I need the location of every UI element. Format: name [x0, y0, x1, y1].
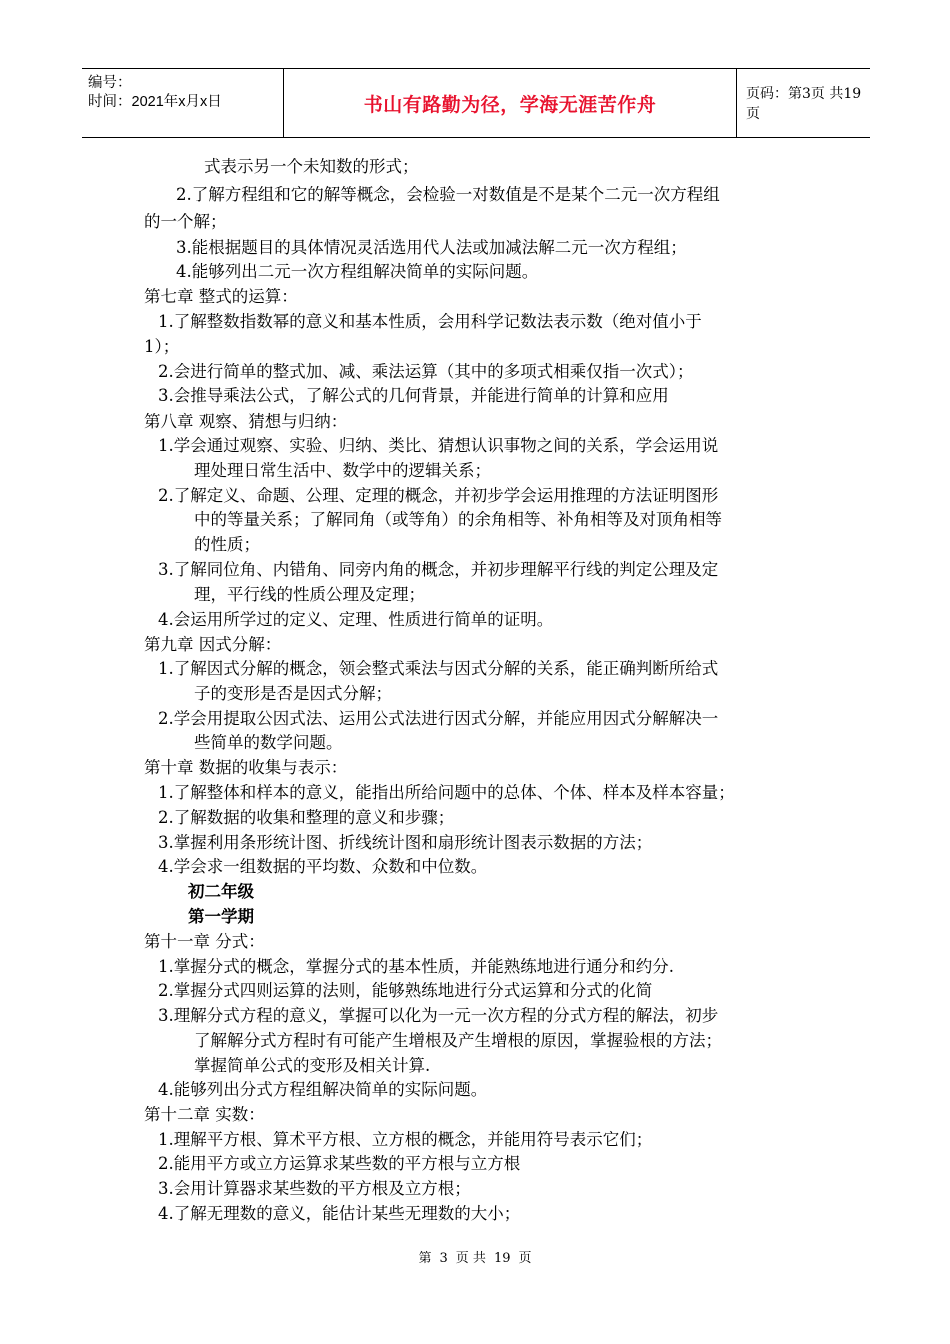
text-line: 3.理解分式方程的意义，掌握可以化为一元一次方程的分式方程的解法，初步 [158, 1006, 719, 1025]
text-line: 2.学会用提取公因式法、运用公式法进行因式分解，并能应用因式分解解决一 [158, 709, 719, 728]
text-line: 1.理解平方根、算术平方根、立方根的概念，并能用符号表示它们； [158, 1130, 653, 1149]
text-line: 3.了解同位角、内错角、同旁内角的概念，并初步理解平行线的判定公理及定 [158, 560, 719, 579]
chapter-heading: 第十章 数据的收集与表示： [144, 758, 348, 777]
page-header [82, 68, 870, 138]
text-line: 4.学会求一组数据的平均数、众数和中位数。 [158, 857, 488, 876]
text-line: 2.了解数据的收集和整理的意义和步骤； [158, 808, 455, 827]
text-line: 些简单的数学问题。 [194, 733, 343, 752]
text-line: 式表示另一个未知数的形式； [204, 157, 419, 176]
text-line: 子的变形是否是因式分解； [194, 684, 392, 703]
chapter-heading: 第九章 因式分解： [144, 635, 282, 654]
header-page-info: 页码：第3页 共19页 [746, 86, 862, 122]
text-line: 1.了解因式分解的概念，领会整式乘法与因式分解的关系，能正确判断所给式 [158, 659, 719, 678]
page-footer [0, 1247, 950, 1266]
document-number: 编号： [88, 75, 132, 91]
text-line: 的一个解； [144, 212, 227, 231]
text-line: 理处理日常生活中、数学中的逻辑关系； [194, 461, 491, 480]
text-line: 理，平行线的性质公理及定理； [194, 585, 425, 604]
footer-prefix: 第 [418, 1251, 432, 1266]
text-line: 4.能够列出分式方程组解决简单的实际问题。 [158, 1080, 488, 1099]
text-line: 掌握简单公式的变形及相关计算. [194, 1056, 431, 1075]
grade-heading: 初二年级 [188, 882, 254, 901]
text-line: 3.会推导乘法公式，了解公式的几何背景，并能进行简单的计算和应用 [158, 386, 669, 405]
footer-total-pages: 19 [493, 1251, 511, 1266]
text-line: 2.会进行简单的整式加、减、乘法运算（其中的多项式相乘仅指一次式）； [158, 362, 694, 381]
text-line: 中的等量关系；了解同角（或等角）的余角相等、补角相等及对顶角相等 [194, 510, 722, 529]
chapter-heading: 第七章 整式的运算： [144, 287, 298, 306]
text-line: 1.学会通过观察、实验、归纳、类比、猜想认识事物之间的关系，学会运用说 [158, 436, 719, 455]
text-line: 4.了解无理数的意义，能估计某些无理数的大小； [158, 1204, 521, 1223]
document-date: 时间：2021年x月x日 [88, 94, 222, 110]
text-line: 2.了解定义、命题、公理、定理的概念，并初步学会运用推理的方法证明图形 [158, 486, 719, 505]
header-motto: 书山有路勤为径，学海无涯苦作舟 [363, 93, 657, 116]
text-line: 1）； [144, 337, 180, 356]
text-line: 1.了解整数指数幂的意义和基本性质，会用科学记数法表示数（绝对值小于 [158, 312, 702, 331]
chapter-heading: 第八章 观察、猜想与归纳： [144, 412, 348, 431]
text-line: 3.掌握利用条形统计图、折线统计图和扇形统计图表示数据的方法； [158, 833, 653, 852]
text-line: 2.掌握分式四则运算的法则，能够熟练地进行分式运算和分式的化简 [158, 981, 653, 1000]
text-line: 1.了解整体和样本的意义，能指出所给问题中的总体、个体、样本及样本容量； [158, 783, 735, 802]
footer-page-number: 3 [439, 1251, 448, 1266]
text-line: 4.能够列出二元一次方程组解决简单的实际问题。 [176, 262, 539, 281]
semester-heading: 第一学期 [188, 907, 254, 926]
header-motto-cell [283, 69, 737, 137]
text-line: 3.会用计算器求某些数的平方根及立方根； [158, 1179, 471, 1198]
text-line: 3.能根据题目的具体情况灵活选用代人法或加减法解二元一次方程组； [176, 238, 687, 257]
chapter-heading: 第十一章 分式： [144, 932, 265, 951]
footer-suffix: 页 [518, 1251, 532, 1266]
chapter-heading: 第十二章 实数： [144, 1105, 265, 1124]
header-meta [82, 69, 282, 137]
footer-mid: 页 共 [455, 1251, 486, 1266]
text-line: 了解解分式方程时有可能产生增根及产生增根的原因，掌握验根的方法； [194, 1031, 722, 1050]
text-line: 1.掌握分式的概念，掌握分式的基本性质，并能熟练地进行通分和约分. [158, 957, 674, 976]
text-line: 2.了解方程组和它的解等概念，会检验一对数值是不是某个二元一次方程组 [176, 185, 720, 204]
text-line: 2.能用平方或立方运算求某些数的平方根与立方根 [158, 1154, 521, 1173]
text-line: 的性质； [194, 535, 260, 554]
text-line: 4.会运用所学过的定义、定理、性质进行简单的证明。 [158, 610, 554, 629]
